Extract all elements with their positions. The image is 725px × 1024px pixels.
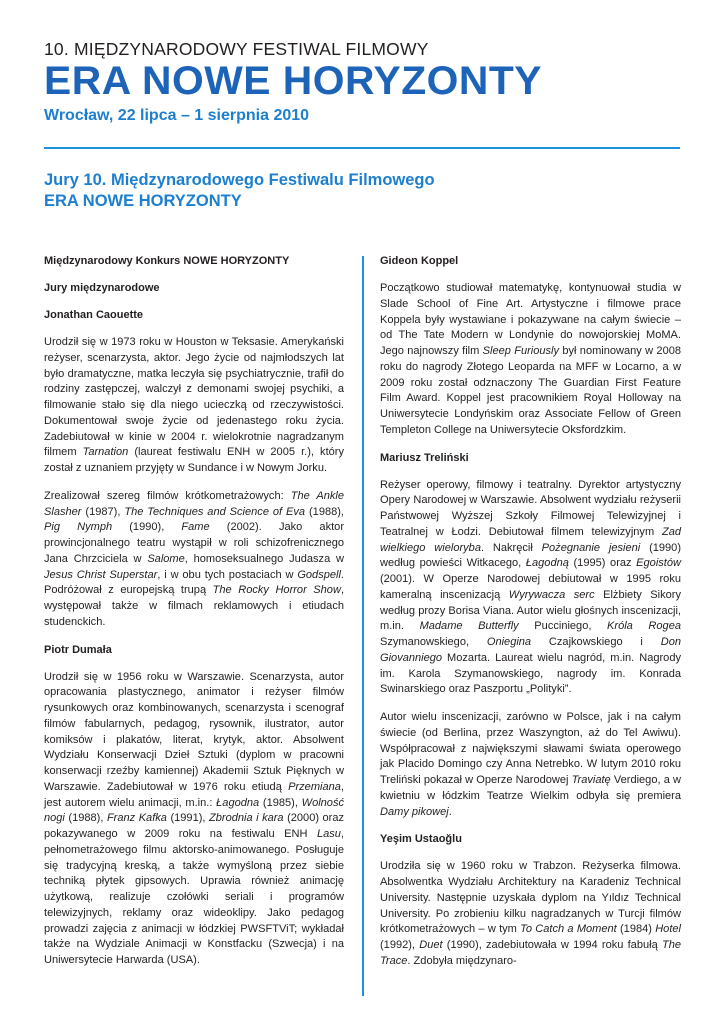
bio-paragraph: Urodził się w 1956 roku w Warszawie. Scenarzysta, autor opracowania plastycznego, animator i reżyser filmów rysunkowych oraz kombinowanych, scenarzysta i scenograf filmów fabularnych, pedagog, rysownik, ilustrator, autor komiksów i plakatów, literat, krytyk, aktor. Absolwent Wydziału Konserwacji Dzieł Sztuki (dyplom w pracowni konserwacji rzeźby kamiennej) Akademii Sztuk Pięknych w Warszawie. Zadebiutował w 1976 roku etiudą Przemiana, jest autorem wielu animacji, m.in.: Łagodna (1985), Wolność nogi (1988), Franz Kafka (1991), Zbrodnia i kara (2000) oraz pokazywanego w 2009 roku na festiwalu ENH Lasu, pełnometrażowego filmu aktorsko-animowanego. Posługuje się tradycyjną kreską, a także wymyśloną przez siebie techniką płytek gipsowych. Uprawia również animację użytkową, realizuje czołówki seriali i programów telewizyjnych, reklamy oraz wideoklipy. Jako pedagog prowadzi zajęcia z animacji w łódzkiej PWSFTViT; wykładał także na Wydziale Animacji w Konstfacku (Szwecja) i na Uniwersytecie Harwarda (USA). <box>44 670 345 966</box>
festival-dates: Wrocław, 22 lipca – 1 sierpnia 2010 <box>44 107 310 124</box>
juror-name-ustaoglu: Yeşim Ustaoğlu <box>380 833 462 846</box>
jury-heading: Jury międzynarodowe <box>44 282 160 294</box>
left-column <box>44 254 344 981</box>
bio-paragraph: Początkowo studiował matematykę, kontynuował studia w Slade School of Fine Art. Artystyczne i filmowe prace Koppela były wystawiane i pokazywane na całym świecie – od The Tate Modern w Londynie do nowojorskiej MoMA. Jego najnowszy film Sleep Furiously był nominowany w 2008 roku do nagrody Złotego Leoparda na MFF w Locarno, a w 2009 roku został odznaczony The Guardian First Feature Film Award. Koppel jest pracownikiem Royal Holloway na Uniwersytecie Londyńskim oraz Associate Fellow of Green Templeton College na Uniwersytecie Oksfordzkim. <box>380 282 681 436</box>
right-column <box>380 254 681 982</box>
juror-name-trelinski: Mariusz Treliński <box>380 451 469 464</box>
column-divider <box>362 256 364 996</box>
festival-header <box>44 38 684 125</box>
juror-name-koppel: Gideon Koppel <box>380 255 459 267</box>
festival-name: ERA NOWE HORYZONTY <box>44 59 543 103</box>
juror-name-dumala: Piotr Dumała <box>44 643 112 656</box>
festival-edition: 10. MIĘDZYNARODOWY FESTIWAL FILMOWY <box>44 39 429 59</box>
competition-heading: Międzynarodowy Konkurs NOWE HORYZONTY <box>44 255 290 267</box>
page-title <box>44 170 684 212</box>
page-title-line1: Jury 10. Międzynarodowego Festiwalu Filmowego <box>44 171 435 189</box>
juror-name-caouette: Jonathan Caouette <box>44 309 144 321</box>
bio-paragraph: Urodził się w 1973 roku w Houston w Teksasie. Amerykański reżyser, scenarzysta, aktor. Jego życie od najmłodszych lat było dramatyczne, matka leczyła się psychiatrycznie, trafił do rodziny zastępczej, walczył z demonami swojej psychiki, a filmowanie stało się dla niego ucieczką od rzeczywistości. Dokumentował swoje życie od jedenastego roku życia. Zadebiutował w kinie w 2004 r. wielokrotnie nagradzanym filmem Tarnation (laureat festiwalu ENH w 2005 r.), który został z uznaniem przyjęty w Sundance i w Nowym Jorku. <box>44 336 344 474</box>
page-title-line2: ERA NOWE HORYZONTY <box>44 192 242 210</box>
bio-paragraph: Urodziła się w 1960 roku w Trabzon. Reżyserka filmowa. Absolwentka Wydziału Architektury na Karadeniz Technical University. Następnie uzyskała dyplom na Yıldız Technical University. Po zrobieniu kilku nagradzanych w Turcji filmów krótkometrażowych – w tym To Catch a Moment (1984) Hotel (1992), Duet (1990), zadebiutowała w 1994 roku fabułą The Trace. Zdobyła międzynaro- <box>380 860 681 967</box>
bio-paragraph: Zrealizował szereg filmów krótkometrażowych: The Ankle Slasher (1987), The Techniques and Science of Eva (1988), Pig Nymph (1990), Fame (2002). Jako aktor prowincjonalnego teatru wystąpił w roli schizofrenicznego Jana Chrzciciela w Salome, homoseksualnego Judasza w Jesus Christ Superstar, i w obu tych postaciach w Godspell. Podróżował z europejską trupą The Rocky Horror Show, występował także w filmach reklamowych i etiudach studenckich. <box>44 489 345 628</box>
header-divider <box>44 147 680 149</box>
bio-paragraph: Reżyser operowy, filmowy i teatralny. Dyrektor artystyczny Opery Narodowej w Warszawie. Absolwent wydziału reżyserii Państwowej Wyższej Szkoły Filmowej Telewizyjnej i Teatralnej w Łodzi. Debiutował filmem telewizyjnym Zad wielkiego wieloryba. Nakręcił Pożegnanie jesieni (1990) według powieści Witkacego, Łagodną (1995) oraz Egoistów (2001). W Operze Narodowej debiutował w 1995 roku kameralną inscenizacją Wyrywacza serc Elżbiety Sikory według prozy Borisa Viana. Autor wielu głośnych inscenizacji, m.in. Madame Butterfly Pucciniego, Króla Rogea Szymanowskiego, Onieginа Czajkowskiego i Don Giovanniego Mozarta. Laureat wielu nagród, m.in. Nagrody im. Karola Szymanowskiego, nagrody im. Konrada Swinarskiego oraz Paszportu „Polityki”. <box>380 478 681 696</box>
bio-paragraph: Autor wielu inscenizacji, zarówno w Polsce, jak i na całym świecie (od Berlina, przez Waszyngton, aż do Tel Awiwu). Współpracował z największymi sławami świata operowego jak Placido Domingo czy Anna Netrebko. W lutym 2010 roku Treliński pokazał w Operze Narodowej Traviatę Verdiego, a w kwietniu w łódzkim Teatrze Wielkim odbyła się premiera Damy pikowej. <box>380 711 681 818</box>
